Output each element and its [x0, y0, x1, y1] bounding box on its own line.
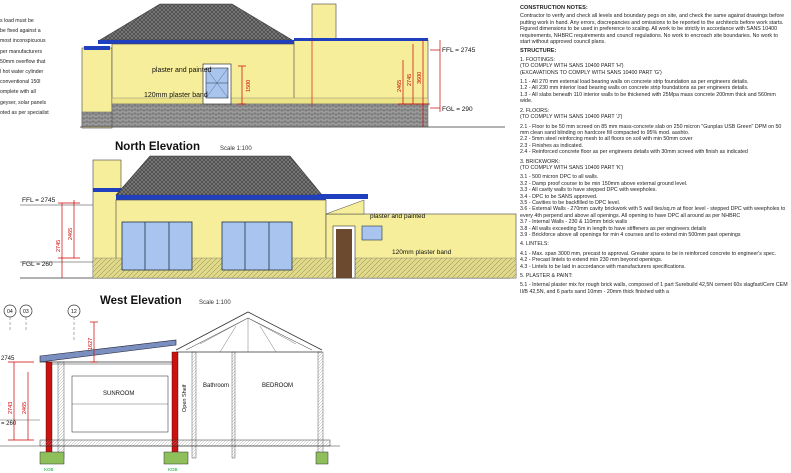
footings-sub2: (EXCAVATIONS TO COMPLY WITH SANS 10400 PART 'G') — [520, 69, 662, 76]
west-band-label: 120mm plaster band — [392, 249, 452, 256]
north-title: North Elevation — [115, 141, 200, 153]
north-dim-window: 1500 — [246, 79, 252, 92]
footing-2 — [164, 452, 188, 464]
footing-1 — [40, 452, 64, 464]
west-dim-2: 2745 — [56, 239, 62, 252]
brick-base — [112, 104, 428, 127]
grid-label-12: 12 — [71, 309, 77, 315]
north-band-label: 120mm plaster band — [144, 92, 208, 99]
fascia — [98, 40, 294, 44]
footing-label-2: KOB — [168, 467, 178, 472]
plaster-heading: 5. PLASTER & PAINT: — [520, 273, 573, 280]
room-bedroom: BEDROOM — [262, 383, 294, 389]
west-scale: Scale 1:100 — [199, 300, 231, 306]
north-scale: Scale 1:100 — [220, 146, 252, 152]
left-note: s load must be — [0, 18, 34, 24]
left-note: be fixed against a — [0, 28, 41, 35]
roof — [100, 4, 292, 40]
north-fgl: FGL = 290 — [442, 106, 473, 113]
left-note: l hot water cylinder — [0, 69, 44, 76]
west-roof — [116, 156, 322, 195]
north-dim-1: 2465 — [397, 79, 403, 92]
notes-intro: Contractor to verify and check all levels and boundary pegs on site, and check the same against drawings before putting work in hand. Any errors, discrepancies and omissions to be reported to the architects before work starts. Figured dimensions to be used in preference to scaling. All work to be strictly in accordance with SANS 10400 requirements, NHBRC requirements and council regulations. No work to encroach site boundaries. No work to start without approved council plans. — [520, 13, 785, 46]
construction-notes — [520, 2, 788, 472]
left-note: oted as per specialist — [0, 109, 49, 116]
north-plaster-label: plaster and painted — [152, 67, 212, 74]
north-ffl: FFL = 2745 — [442, 47, 476, 54]
floor-slab — [40, 440, 330, 446]
room-open-shelf: Open Shelf — [182, 384, 188, 412]
floors-body: 2.1 - Floor to be 50 mm screed on 85 mm mass-concrete slab on 250 micron "Gunplas USB Green" DPM on 50 mm clean sand blinding on hardcore fill compacted to 95% mod. aashto. 2.2 - 5mm steel reinforcing mesh to all floors on soil with min 50mm cover 2.3 - Finishes as indicated. 2.4 - Reinforced concrete floor as per engineers details with 30mm screed with finish as indicated — [520, 123, 782, 156]
section-level-top: 2745 — [1, 356, 15, 362]
west-window-1 — [122, 222, 192, 270]
west-door — [336, 229, 352, 278]
north-dim-2: 2745 — [407, 73, 413, 86]
grid-label-04: 04 — [7, 309, 13, 315]
grid-label-03: 03 — [23, 309, 29, 315]
left-note: geyser, solar panels — [0, 99, 47, 106]
floors-heading: 2. FLOORS: — [520, 107, 550, 114]
brickwork-sub: (TO COMPLY WITH SANS 10400 PART 'K') — [520, 164, 624, 171]
section-dim-top: 1627 — [88, 337, 94, 350]
room-bathroom: Bathroom — [203, 383, 230, 389]
west-small-window — [362, 226, 382, 240]
footing-label-1: KOB — [44, 467, 54, 472]
west-elevation — [20, 156, 516, 278]
brick-base-left — [82, 112, 112, 127]
sunroom-roof — [40, 337, 176, 362]
lintels-heading: 4. LINTELS: — [520, 241, 549, 248]
plaster-body: 5.1 - Internal plaster mix for rough brick walls, composed of 1 part Surebuild 42,5N cement 60s slagfast/Cem CEM II/B 42,5N, and 6 parts sand 10mm - 20mm thick finished with a — [520, 282, 788, 295]
footing-3 — [316, 452, 328, 464]
wall-right — [294, 40, 428, 106]
left-note: most inconspicuous — [0, 38, 46, 45]
fascia-right — [294, 38, 428, 41]
floors-sub: (TO COMPLY WITH SANS 10400 PART 'J') — [520, 114, 623, 121]
west-plaster-label: plaster and painted — [370, 213, 426, 220]
west-ffl: FFL = 2745 — [22, 197, 56, 204]
left-notes — [0, 16, 78, 118]
west-fgl: FGL = 260 — [22, 261, 53, 268]
west-dim-1: 2465 — [68, 227, 74, 240]
left-note: per manufacturers — [0, 48, 43, 55]
section-level-bottom: = 260 — [1, 421, 17, 427]
left-note: conventional 150l — [0, 79, 41, 86]
footings-body: 1.1 - All 270 mm external load bearing walls on concrete strip foundation as per engineers details. 1.2 - All 230 mm interior load bearing walls on concrete strip foundations as per engineers details. 1.3 - All slabs beneath 110 interior walls to be thickened with 25Mpa mass concrete 200mm thick and 560mm wide. — [520, 79, 776, 105]
notes-title: CONSTRUCTION NOTES: — [520, 5, 588, 11]
fascia-left — [84, 46, 110, 50]
west-window-2 — [222, 222, 292, 270]
north-dim-3: 3600 — [417, 71, 423, 84]
lintels-body: 4.1 - Max. span 3000 mm, precast to approval. Greater spans to be in reinforced concrete to engineer's spec. 4.2 - Precast lintels to extend min 230 mm beyond openings. 4.3 - Lintels to be laid in accordance with manufacturers specifications. — [520, 250, 776, 270]
section-dim-1: 2743 — [8, 401, 14, 414]
notes-structure: STRUCTURE: — [520, 48, 557, 55]
room-sunroom: SUNROOM — [103, 391, 135, 397]
section-dimensions — [8, 322, 98, 440]
section-dim-2: 2465 — [22, 401, 28, 414]
chimney — [312, 4, 336, 40]
footings-sub1: (TO COMPLY WITH SANS 10400 PART 'H') — [520, 63, 624, 70]
west-fascia — [116, 195, 326, 200]
brickwork-heading: 3. BRICKWORK: — [520, 158, 561, 165]
left-note: omplete with all — [0, 89, 36, 96]
west-title: West Elevation — [100, 295, 182, 307]
footings-heading: 1. FOOTINGS: — [520, 56, 556, 63]
brickwork-body: 3.1 - 500 micron DPC to all walls. 3.2 - Damp proof course to be min 150mm above external ground level. 3.3 - All cavity walls to have stepped DPC with weepholes. 3.4 - DPC to be SANS approved. 3.5 - Cavities to be backfilled to DPC level. 3.6 - External Walls - 270mm cavity brickwork with 5 wall ties/sq.m at floor level - stepped DPC with weepholes to every 4th perpend and above all openings. All opening to have DPC all around as per NHBRC 3.7 - Internal Walls - 230 & 110mm brick walls 3.8 - All walls exceeding 5m in length to have stiffeners as per engineers details 3.9 - Brickforce above all openings for min 4 courses and to extend min 500mm past openings — [520, 174, 786, 238]
left-note: 50mm overflow that — [0, 58, 46, 65]
